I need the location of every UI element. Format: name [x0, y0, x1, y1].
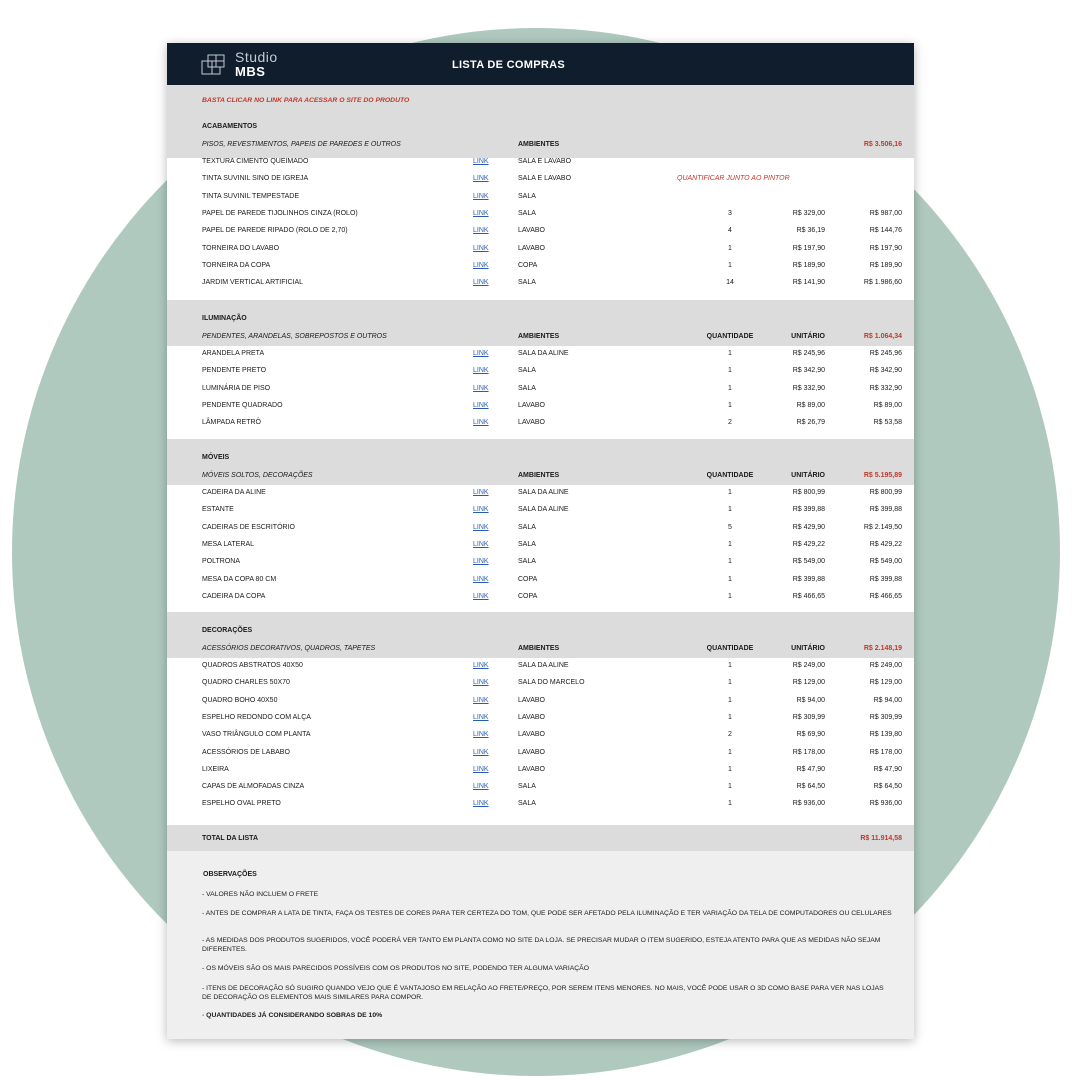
- item-name: VASO TRIÂNGULO COM PLANTA: [202, 731, 311, 739]
- item-ambiente: LAVABO: [518, 419, 545, 427]
- item-unit-price: R$ 936,00: [792, 800, 825, 808]
- item-name: POLTRONA: [202, 558, 240, 566]
- product-link[interactable]: LINK: [473, 783, 489, 791]
- product-link[interactable]: LINK: [473, 713, 489, 721]
- item-total-price: R$ 189,90: [869, 261, 902, 269]
- item-name: ESPELHO REDONDO COM ALÇA: [202, 713, 311, 721]
- section-subtotal: R$ 3.506,16: [863, 141, 902, 148]
- item-total-price: R$ 309,99: [869, 713, 902, 721]
- item-name: ACESSÓRIOS DE LABABO: [202, 748, 290, 756]
- observation-line: - QUANTIDADES JÁ CONSIDERANDO SOBRAS DE 10%: [202, 1012, 383, 1019]
- product-link[interactable]: LINK: [473, 523, 489, 531]
- product-link[interactable]: LINK: [473, 350, 489, 357]
- item-name: CAPAS DE ALMOFADAS CINZA: [202, 783, 305, 791]
- item-total-price: R$ 466,65: [869, 592, 902, 600]
- item-name: LUMINÁRIA DE PISO: [202, 384, 271, 392]
- item-quantity: 14: [726, 279, 734, 287]
- item-unit-price: R$ 64,50: [796, 783, 825, 791]
- item-total-price: R$ 2.149,50: [863, 523, 902, 531]
- item-name: CADEIRA DA COPA: [202, 592, 266, 600]
- product-link[interactable]: LINK: [473, 279, 489, 287]
- item-ambiente: SALA: [518, 367, 536, 375]
- product-link[interactable]: LINK: [473, 540, 489, 548]
- item-unit-price: R$ 178,00: [792, 748, 825, 756]
- item-unit-price: R$ 129,00: [792, 679, 825, 687]
- observation-line: - ANTES DE COMPRAR A LATA DE TINTA, FAÇA OS TESTES DE CORES PARA TER CERTEZA DO TOM, QUE PODE SER AFETADO PELA ILUMINAÇÃO E TER VARIAÇÃO DA TELA DE COMPUTADORES OU CELULARES: [202, 910, 892, 917]
- item-ambiente: COPA: [518, 592, 538, 600]
- item-total-price: R$ 144,76: [869, 227, 902, 235]
- column-header-quantidade: QUANTIDADE: [706, 333, 754, 340]
- item-unit-price: R$ 245,96: [792, 350, 825, 357]
- item-quantity: 1: [728, 713, 732, 721]
- item-total-price: R$ 342,90: [869, 367, 902, 375]
- item-name: ESTANTE: [202, 506, 234, 514]
- section-title: ACABAMENTOS: [202, 123, 258, 130]
- item-ambiente: LAVABO: [518, 765, 545, 773]
- item-name: JARDIM VERTICAL ARTIFICIAL: [202, 279, 304, 287]
- item-unit-price: R$ 47,90: [796, 765, 825, 773]
- product-link[interactable]: LINK: [473, 662, 489, 669]
- item-unit-price: R$ 332,90: [792, 384, 825, 392]
- item-unit-price: R$ 141,90: [792, 279, 825, 287]
- product-link[interactable]: LINK: [473, 800, 489, 808]
- item-ambiente: SALA DA ALINE: [518, 489, 569, 496]
- total-label: TOTAL DA LISTA: [202, 835, 258, 842]
- item-name: QUADRO BOHO 40X50: [202, 696, 278, 704]
- item-unit-price: R$ 800,99: [792, 489, 825, 496]
- observation-line: - VALORES NÃO INCLUEM O FRETE: [202, 891, 319, 898]
- item-total-price: R$ 249,00: [869, 662, 902, 669]
- item-quantity: 1: [728, 401, 732, 409]
- item-total-price: R$ 178,00: [869, 748, 902, 756]
- item-quantity: 1: [728, 489, 732, 496]
- item-unit-price: R$ 429,22: [792, 540, 825, 548]
- item-unit-price: R$ 189,90: [792, 261, 825, 269]
- column-header-ambientes: AMBIENTES: [518, 472, 560, 479]
- item-unit-price: R$ 89,00: [796, 401, 825, 409]
- section-subtotal: R$ 2.148,19: [863, 645, 902, 652]
- item-name: PENDENTE PRETO: [202, 367, 267, 375]
- item-quantity: 1: [728, 783, 732, 791]
- item-unit-price: R$ 429,90: [792, 523, 825, 531]
- product-link[interactable]: LINK: [473, 558, 489, 566]
- item-ambiente: SALA: [518, 384, 536, 392]
- item-unit-price: R$ 94,00: [796, 696, 825, 704]
- column-header-unitario: UNITÁRIO: [791, 645, 825, 652]
- item-quantity: 1: [728, 592, 732, 600]
- product-link[interactable]: LINK: [473, 696, 489, 704]
- item-total-price: R$ 399,88: [869, 506, 902, 514]
- item-unit-price: R$ 466,65: [792, 592, 825, 600]
- section-title: DECORAÇÕES: [202, 627, 253, 634]
- item-name: PAPEL DE PAREDE TIJOLINHOS CINZA (ROLO): [202, 209, 358, 217]
- item-quantity: 1: [728, 261, 732, 269]
- item-ambiente: LAVABO: [518, 713, 545, 721]
- item-total-price: R$ 64,50: [873, 783, 902, 791]
- item-quantity: 1: [728, 748, 732, 756]
- section-subtitle: PENDENTES, ARANDELAS, SOBREPOSTOS E OUTROS: [202, 333, 387, 340]
- item-name: LÂMPADA RETRÔ: [202, 419, 261, 427]
- product-link[interactable]: LINK: [473, 401, 489, 409]
- product-link[interactable]: LINK: [473, 489, 489, 496]
- item-name: MESA DA COPA 80 CM: [202, 575, 277, 583]
- item-quantity: 1: [728, 575, 732, 583]
- item-unit-price: R$ 342,90: [792, 367, 825, 375]
- item-quantity: 1: [728, 350, 732, 357]
- item-name: TINTA SUVINIL SINO DE IGREJA: [202, 175, 309, 183]
- item-ambiente: COPA: [518, 575, 538, 583]
- section-subtitle: MÓVEIS SOLTOS, DECORAÇÕES: [202, 472, 313, 479]
- item-name: CADEIRAS DE ESCRITÓRIO: [202, 523, 295, 531]
- item-name: TORNEIRA DO LAVABO: [202, 244, 280, 252]
- item-ambiente: SALA: [518, 540, 536, 548]
- item-ambiente: LAVABO: [518, 244, 545, 252]
- section-subtotal: R$ 5.195,89: [863, 472, 902, 479]
- item-total-price: R$ 987,00: [869, 209, 902, 217]
- document-title: LISTA DE COMPRAS: [452, 59, 565, 71]
- item-total-price: R$ 399,88: [869, 575, 902, 583]
- product-link[interactable]: LINK: [473, 575, 489, 583]
- item-quantity: 3: [728, 209, 732, 217]
- item-ambiente: SALA E LAVABO: [518, 175, 572, 183]
- item-ambiente: SALA DO MARCELO: [518, 679, 585, 687]
- item-name: TEXTURA CIMENTO QUEIMADO: [202, 158, 309, 165]
- studio-logo-icon: [201, 52, 227, 76]
- item-quantity: 1: [728, 800, 732, 808]
- product-link[interactable]: LINK: [473, 765, 489, 773]
- item-ambiente: COPA: [518, 261, 538, 269]
- product-link[interactable]: LINK: [473, 419, 489, 427]
- item-unit-price: R$ 329,00: [792, 209, 825, 217]
- item-quantity: 1: [728, 765, 732, 773]
- item-quantity: 1: [728, 662, 732, 669]
- item-unit-price: R$ 399,88: [792, 506, 825, 514]
- item-total-price: R$ 89,00: [873, 401, 902, 409]
- item-ambiente: SALA DA ALINE: [518, 506, 569, 514]
- item-quantity: 4: [728, 227, 732, 235]
- item-quantity: 2: [728, 419, 732, 427]
- product-link[interactable]: LINK: [473, 209, 489, 217]
- column-header-ambientes: AMBIENTES: [518, 645, 560, 652]
- item-quantity: 1: [728, 540, 732, 548]
- item-ambiente: SALA DA ALINE: [518, 662, 569, 669]
- item-ambiente: SALA: [518, 523, 536, 531]
- item-name: PENDENTE QUADRADO: [202, 401, 283, 409]
- item-unit-price: R$ 249,00: [792, 662, 825, 669]
- item-total-price: R$ 139,80: [869, 731, 902, 739]
- item-unit-price: R$ 309,99: [792, 713, 825, 721]
- product-link[interactable]: LINK: [473, 244, 489, 252]
- product-link[interactable]: LINK: [473, 731, 489, 739]
- column-header-quantidade: QUANTIDADE: [706, 472, 754, 479]
- item-total-price: R$ 429,22: [869, 540, 902, 548]
- item-quantity: 1: [728, 367, 732, 375]
- item-name: TINTA SUVINIL TEMPESTADE: [202, 192, 299, 200]
- document-header: [167, 43, 914, 85]
- shopping-list-document: [167, 43, 914, 1039]
- product-link[interactable]: LINK: [473, 175, 489, 183]
- item-unit-price: R$ 399,88: [792, 575, 825, 583]
- item-name: LIXEIRA: [202, 765, 229, 773]
- item-total-price: R$ 1.986,60: [863, 279, 902, 287]
- product-link[interactable]: LINK: [473, 679, 489, 687]
- product-link[interactable]: LINK: [473, 261, 489, 269]
- brand-studio: Studio: [235, 49, 278, 65]
- item-name: CADEIRA DA ALINE: [202, 489, 266, 496]
- item-name: ESPELHO OVAL PRETO: [202, 800, 281, 808]
- product-link[interactable]: LINK: [473, 192, 489, 200]
- product-link[interactable]: LINK: [473, 384, 489, 392]
- notice-text: BASTA CLICAR NO LINK PARA ACESSAR O SITE DO PRODUTO: [202, 97, 410, 104]
- item-name: QUADRO CHARLES 50X70: [202, 679, 290, 687]
- item-ambiente: SALA: [518, 279, 536, 287]
- item-quantity: 1: [728, 679, 732, 687]
- section-title: ILUMINAÇÃO: [202, 315, 247, 322]
- item-ambiente: SALA: [518, 800, 536, 808]
- item-ambiente: SALA E LAVABO: [518, 158, 572, 165]
- item-unit-price: R$ 197,90: [792, 244, 825, 252]
- observations-title: OBSERVAÇÕES: [203, 871, 257, 878]
- item-total-price: R$ 800,99: [869, 489, 902, 496]
- column-header-unitario: UNITÁRIO: [791, 333, 825, 340]
- item-quantity: 1: [728, 696, 732, 704]
- column-header-ambientes: AMBIENTES: [518, 333, 560, 340]
- section-title: MÓVEIS: [202, 454, 230, 461]
- item-unit-price: R$ 69,90: [796, 731, 825, 739]
- product-link[interactable]: LINK: [473, 592, 489, 600]
- product-link[interactable]: LINK: [473, 506, 489, 514]
- observation-line: - OS MÓVEIS SÃO OS MAIS PARECIDOS POSSÍVEIS COM OS PRODUTOS NO SITE, PODENDO TER ALGUMA VARIAÇÃO: [202, 965, 589, 972]
- item-unit-price: R$ 36,19: [796, 227, 825, 235]
- product-link[interactable]: LINK: [473, 227, 489, 235]
- item-ambiente: SALA: [518, 209, 536, 217]
- column-header-quantidade: QUANTIDADE: [706, 645, 754, 652]
- item-ambiente: LAVABO: [518, 227, 545, 235]
- column-header-unitario: UNITÁRIO: [791, 472, 825, 479]
- item-total-price: R$ 936,00: [869, 800, 902, 808]
- item-quantity: 1: [728, 558, 732, 566]
- item-ambiente: LAVABO: [518, 401, 545, 409]
- observation-line: - AS MEDIDAS DOS PRODUTOS SUGERIDOS, VOCÊ PODERÁ VER TANTO EM PLANTA COMO NO SITE DA LOJA. SE PRECISAR MUDAR O ITEM SUGERIDO, ESTEJA ATENTO PARA QUE AS MEDIDAS NÃO SEJAM DIFERENTES.: [202, 937, 881, 954]
- product-link[interactable]: LINK: [473, 748, 489, 756]
- section-subtitle: PISOS, REVESTIMENTOS, PAPEIS DE PAREDES E OUTROS: [202, 141, 401, 148]
- item-ambiente: LAVABO: [518, 748, 545, 756]
- item-total-price: R$ 549,00: [869, 558, 902, 566]
- item-total-price: R$ 332,90: [869, 384, 902, 392]
- item-ambiente: SALA: [518, 783, 536, 791]
- item-quantity: 1: [728, 384, 732, 392]
- item-unit-price: R$ 26,79: [796, 419, 825, 427]
- item-note: QUANTIFICAR JUNTO AO PINTOR: [677, 175, 790, 183]
- column-header-ambientes: AMBIENTES: [518, 141, 560, 148]
- item-ambiente: SALA: [518, 192, 536, 200]
- item-ambiente: SALA DA ALINE: [518, 350, 569, 357]
- item-ambiente: SALA: [518, 558, 536, 566]
- item-quantity: 1: [728, 506, 732, 514]
- observation-line: - ITENS DE DECORAÇÃO SÓ SUGIRO QUANDO VEJO QUE É VANTAJOSO EM RELAÇÃO AO FRETE/PREÇO, POR SEREM ITENS MENORES. NO MAIS, VOCÊ PODE USAR O 3D COMO BASE PARA VER NAS LOJAS DE DECORAÇÃO OS ELEMENTOS MAIS SIMILARES PARA COMPOR.: [202, 985, 884, 1002]
- item-total-price: R$ 94,00: [873, 696, 902, 704]
- section-subtotal: R$ 1.064,34: [863, 333, 902, 340]
- section-subtitle: ACESSÓRIOS DECORATIVOS, QUADROS, TAPETES: [202, 645, 376, 652]
- item-total-price: R$ 53,58: [873, 419, 902, 427]
- item-name: PAPEL DE PAREDE RIPADO (ROLO DE 2,70): [202, 227, 348, 235]
- product-link[interactable]: LINK: [473, 158, 489, 165]
- item-quantity: 2: [728, 731, 732, 739]
- total-value: R$ 11.914,58: [860, 835, 902, 842]
- item-quantity: 5: [728, 523, 732, 531]
- brand-mbs: MBS: [235, 64, 266, 79]
- item-ambiente: LAVABO: [518, 696, 545, 704]
- item-unit-price: R$ 549,00: [792, 558, 825, 566]
- item-total-price: R$ 129,00: [869, 679, 902, 687]
- item-name: ARANDELA PRETA: [202, 350, 265, 357]
- item-total-price: R$ 47,90: [873, 765, 902, 773]
- item-total-price: R$ 245,96: [869, 350, 902, 357]
- item-ambiente: LAVABO: [518, 731, 545, 739]
- product-link[interactable]: LINK: [473, 367, 489, 375]
- item-name: TORNEIRA DA COPA: [202, 261, 271, 269]
- item-name: MESA LATERAL: [202, 540, 255, 548]
- item-total-price: R$ 197,90: [869, 244, 902, 252]
- item-name: QUADROS ABSTRATOS 40X50: [202, 662, 303, 669]
- item-quantity: 1: [728, 244, 732, 252]
